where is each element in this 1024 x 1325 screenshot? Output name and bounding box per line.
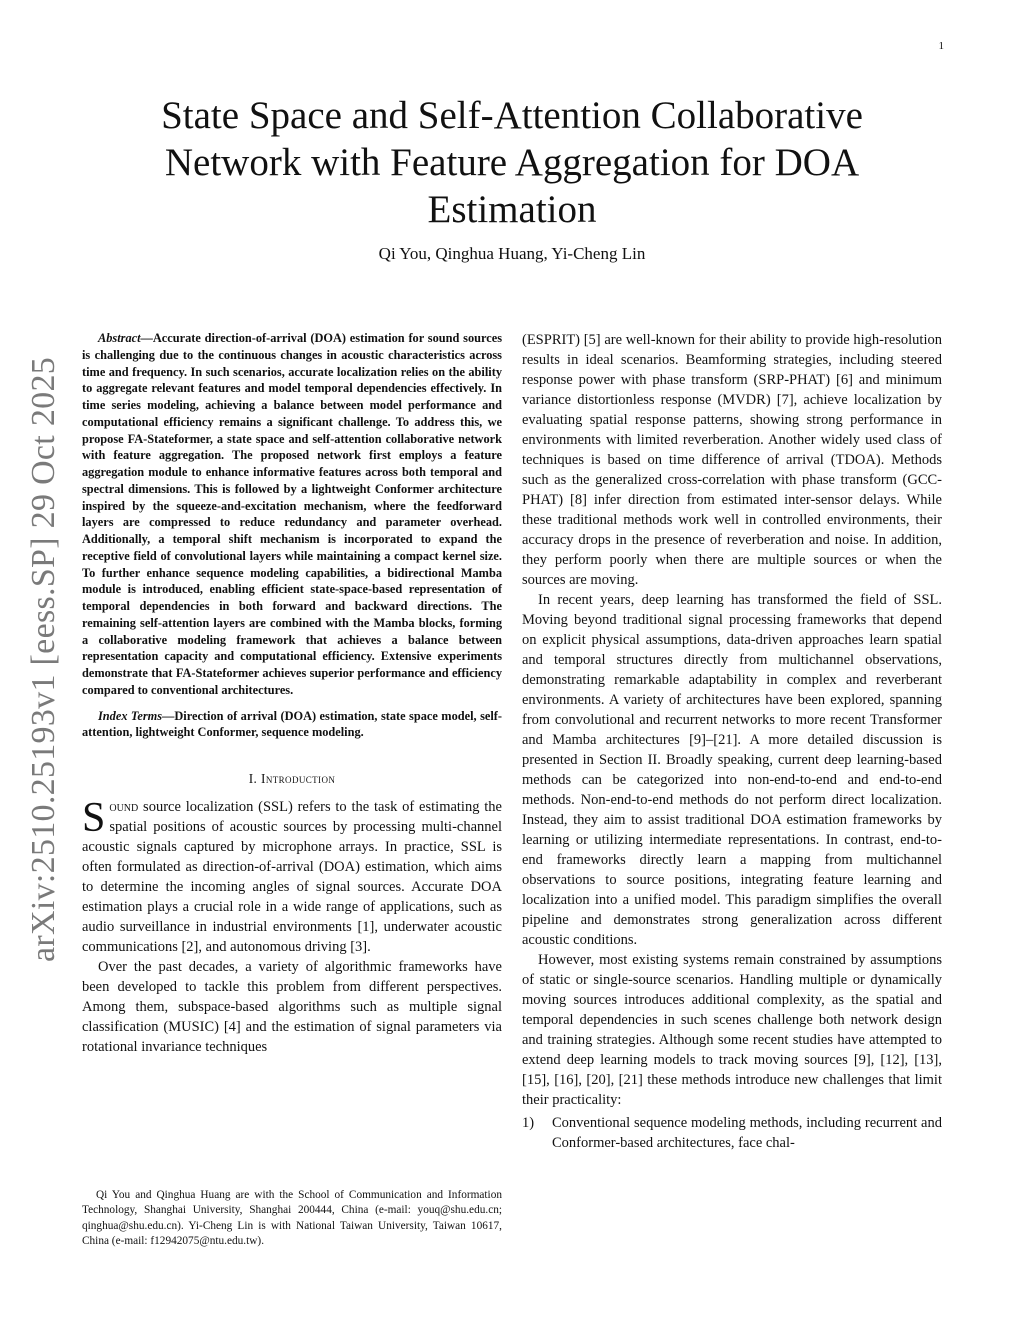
section-title: Introduction (261, 771, 336, 786)
paper-title: State Space and Self-Attention Collaborative Network with Feature Aggregation for DOA Estimation (161, 94, 863, 231)
intro-paragraph-1-text: source localization (SSL) refers to the task of estimating the spatial positions of acoustic sources by processing multi-channel acoustic signals captured by microphone arrays. In practice, SSL is often formulated as direction-of-arrival (DOA) estimation, which aims to determine the incoming angles of signal sources. Accurate DOA estimation plays a crucial role in a wide range of applications, such as audio surveillance in industrial environments [1], underwater acoustic communications [2], and autonomous driving [3]. (82, 799, 502, 955)
abstract-label: Abstract (98, 331, 141, 345)
drop-cap-letter: S (82, 795, 106, 841)
list-item (522, 1113, 942, 1153)
section-heading-introduction (82, 771, 502, 787)
list-item-text: Conventional sequence modeling methods, including recurrent and Conformer-based architectures, face chal- (552, 1115, 942, 1151)
right-column (522, 330, 942, 1153)
intro-paragraph-2: Over the past decades, a variety of algorithmic frameworks have been developed to tackle this problem from different perspectives. Among them, subspace-based algorithms such as multiple signal classification (MUSIC) [4] and the estimation of signal parameters via rotational invariance techniques (82, 959, 502, 1055)
left-column (82, 330, 502, 1057)
page-number: 1 (938, 40, 944, 52)
author-list: Qi You, Qinghua Huang, Yi-Cheng Lin (378, 244, 646, 263)
intro-paragraph-1 (82, 797, 502, 957)
right-paragraph-3: However, most existing systems remain constrained by assumptions of static or single-source scenarios. Handling multiple or dynamically moving sources introduces additional complexity, as the spatial and temporal dependencies in such scenes challenge both network design and training strategies. Although some recent studies have attempted to extend deep learning models to track moving sources [9], [12], [13], [15], [16], [20], [21] these methods introduce new challenges that limit their practicality: (522, 952, 942, 1108)
abstract (82, 330, 502, 699)
right-paragraph-2: In recent years, deep learning has transformed the field of SSL. Moving beyond traditional signal processing frameworks that depend on explicit physical assumptions, data-driven approaches learn spatial and temporal structures directly from multichannel observations, demonstrating remarkable adaptability in complex and reverberant environments. A variety of architectures have been explored, spanning from convolutional and recurrent networks to more recent Transformer and Mamba architectures [9]–[21]. A more detailed discussion is presented in Section II. Broadly speaking, current deep learning-based methods can be categorized into non-end-to-end and end-to-end methods. Non-end-to-end methods do not perform direct localization. Instead, they aim to assist traditional DOA estimation frameworks by learning or utilizing intermediate representations. In contrast, end-to-end frameworks directly learn a mapping from multichannel observations to source positions, integrating feature learning and localization into a unified model. This paradigm simplifies the overall pipeline and demonstrates strong generalization across different acoustic conditions. (522, 592, 942, 948)
index-terms (82, 708, 502, 742)
right-paragraph-1: (ESPRIT) [5] are well-known for their ability to provide high-resolution results in ideal scenarios. Beamforming strategies, including steered response power with phase transform (SRP-PHAT) [6] and minimum variance distortionless response (MVDR) [7], achieve localization by evaluating spatial response patterns, showing strong performance in environments with limited reverberation. Another widely used class of techniques is based on time difference of arrival (TDOA). Methods such as the generalized cross-correlation with phase transform (GCC-PHAT) [8] infer direction from estimated inter-sensor delays. While these traditional methods work well in controlled environments, their accuracy drops in the presence of reverberation and noise. In addition, they perform poorly when there are multiple sources or when the sources are moving. (522, 332, 942, 588)
arxiv-identifier-stamp: arXiv:2510.25193v1 [eess.SP] 29 Oct 2025 (25, 356, 62, 962)
list-item-number: 1) (522, 1115, 535, 1131)
intro-lead-word: ound (109, 799, 139, 815)
section-numeral: I. (248, 771, 262, 786)
abstract-text: —Accurate direction-of-arrival (DOA) estimation for sound sources is challenging due to the continuous changes in acoustic characteristics across time and frequency. In such scenarios, accurate localization relies on the ability to aggregate relevant features and model temporal dependencies effectively. In time series modeling, achieving a balance between model performance and computational efficiency remains a significant challenge. To address this, we propose FA-Stateformer, a state space and self-attention collaborative network with feature aggregation. The proposed network first employs a feature aggregation module to enhance informative features across both temporal and spectral dimensions. This is followed by a lightweight Conformer architecture inspired by the squeeze-and-excitation mechanism, where the feedforward layers are compressed to reduce redundancy and parameter overhead. Additionally, a temporal shift mechanism is incorporated to expand the receptive field of convolutional layers while maintaining a compact kernel size. To further enhance sequence modeling capabilities, a bidirectional Mamba module is introduced, enabling efficient state-space-based representation of temporal dependencies in both forward and backward directions. The remaining self-attention layers are combined with the Mamba blocks, forming a collaborative modeling framework that achieves a balance between representation capacity and computational efficiency. Extensive experiments demonstrate that FA-Stateformer achieves superior performance and efficiency compared to conventional architectures. (82, 331, 502, 697)
author-affiliation-footnote: Qi You and Qinghua Huang are with the School of Communication and Information Technology, Shanghai University, Shanghai 200444, China (e-mail: youq@shu.edu.cn; qinghua@shu.edu.cn). Yi-Cheng Lin is with National Taiwan University, Taiwan 10617, China (e-mail: f12942075@ntu.edu.tw). (82, 1189, 502, 1248)
index-terms-label: Index Terms (98, 708, 163, 723)
index-terms-text: —Direction of arrival (DOA) estimation, state space model, self-attention, lightweight Conformer, sequence modeling. (82, 708, 502, 740)
